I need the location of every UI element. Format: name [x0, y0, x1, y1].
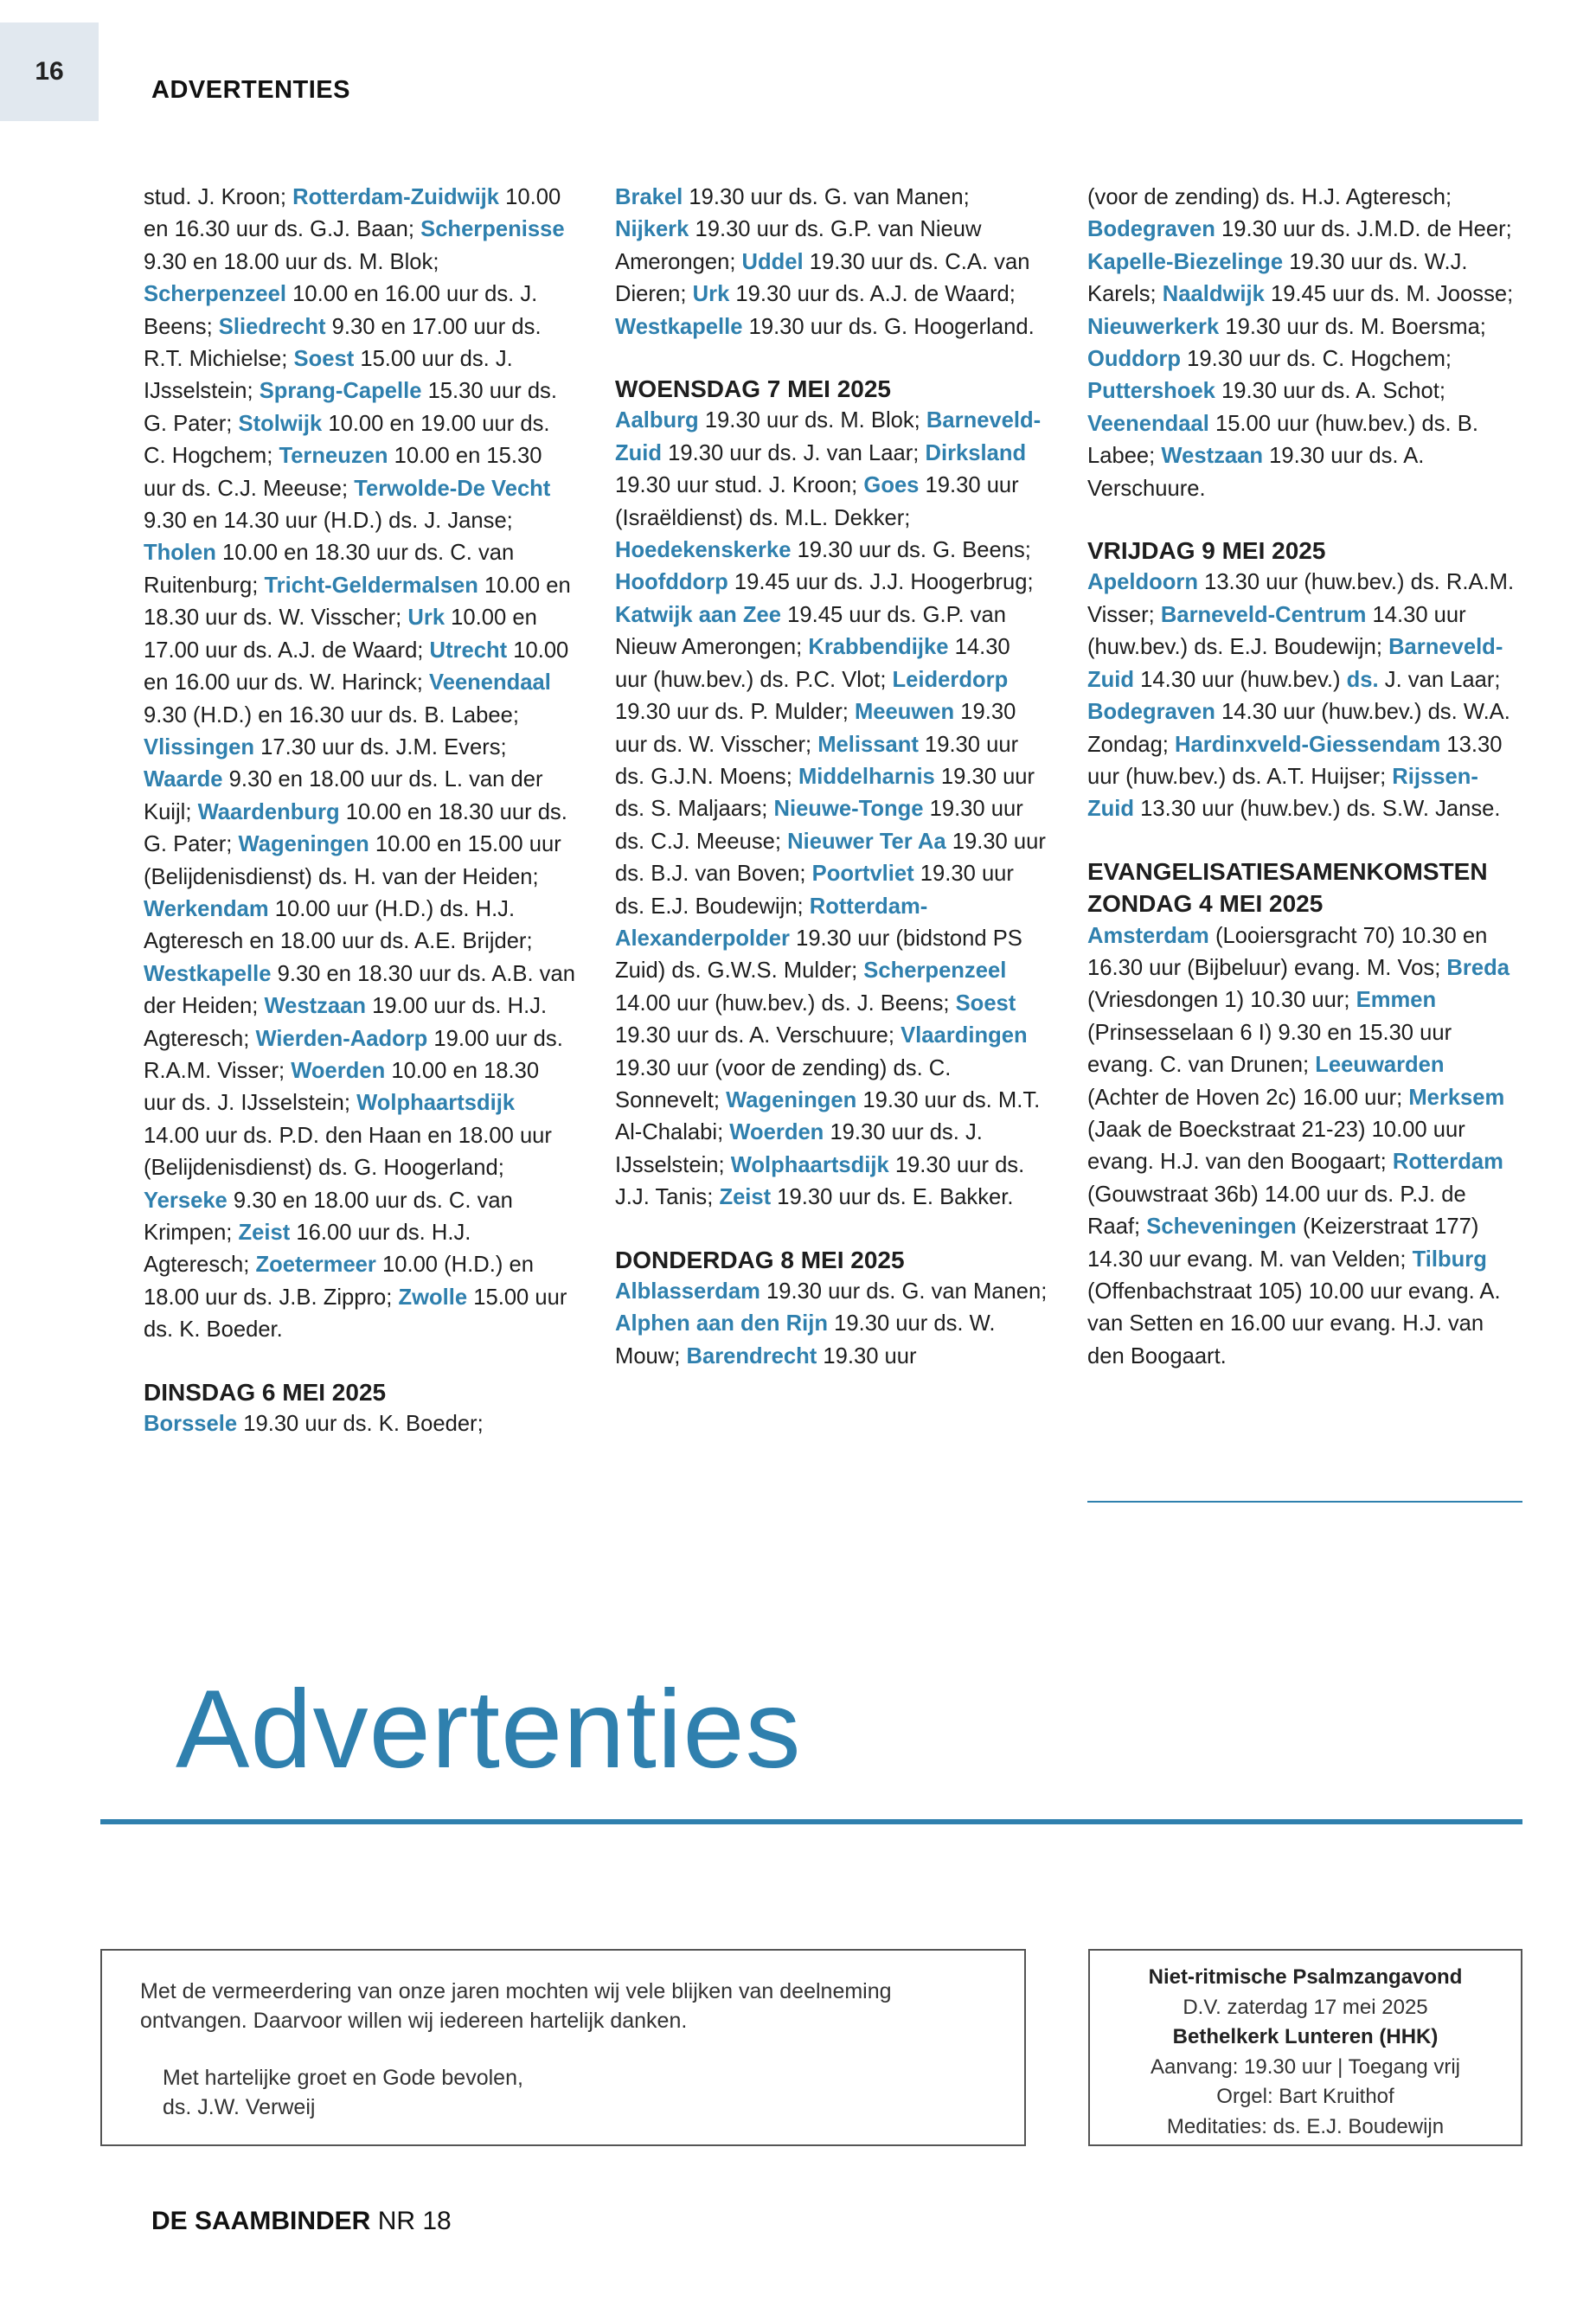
location-name: Katwijk aan Zee — [615, 602, 782, 627]
service-details: 10.00 uur (H.D.) ds. H.J. Agteresch en 18.00 uur ds. A.E. Brijder; — [144, 896, 533, 954]
day-heading: ZONDAG 4 MEI 2025 — [1087, 890, 1324, 918]
location-name: Veenendaal — [1087, 411, 1209, 436]
location-name: Goes — [863, 473, 920, 498]
service-details: 19.30 uur ds. J. van Laar; — [662, 440, 926, 465]
ad-date: D.V. zaterdag 17 mei 2025 — [1183, 1995, 1428, 2019]
service-details: 10.00 (H.D.) en 18.00 uur ds. J.B. Zippro; — [144, 1253, 534, 1310]
service-listing — [144, 182, 576, 1347]
service-details: 19.30 uur stud. J. Kroon; — [615, 473, 864, 498]
location-name: Soest — [955, 990, 1016, 1016]
location-name: Wolphaartsdijk — [730, 1152, 889, 1177]
service-details: 10.00 en 18.30 uur ds. G. Pater; — [144, 799, 567, 857]
service-details: 19.30 uur ds. G. van Manen; — [760, 1279, 1048, 1304]
location-name: Scheveningen — [1146, 1215, 1297, 1240]
service-details: 19.30 uur ds. C.J. Meeuse; — [615, 797, 1023, 854]
service-details: 15.00 uur ds. K. Boeder. — [144, 1285, 567, 1343]
location-name: Aalburg — [615, 408, 699, 433]
service-details: 19.30 uur ds. G.P. van Nieuw Amerongen; — [615, 217, 982, 274]
service-details: stud. J. Kroon; — [144, 185, 293, 209]
service-details: 19.30 uur ds. B.J. van Boven; — [615, 829, 1046, 887]
service-details: 19.30 uur ds. A.J. de Waard; — [729, 282, 1016, 307]
service-details: 10.00 en 17.00 uur ds. A.J. de Waard; — [144, 606, 537, 663]
service-details: 10.00 en 18.30 uur ds. C. van Ruitenburg; — [144, 541, 515, 598]
service-details: (Prinsesselaan 6 I) 9.30 en 15.30 uur evang. C. van Drunen; — [1087, 1020, 1452, 1078]
service-details: 9.30 en 17.00 uur ds. R.T. Michielse; — [144, 314, 542, 372]
ad-text-line: Met de vermeerdering van onze jaren mochten wij vele blijken van deelneming — [140, 1979, 892, 2003]
location-name: Wierden-Aadorp — [255, 1026, 428, 1051]
location-name: Barendrecht — [686, 1343, 817, 1368]
service-details: 19.30 uur ds. A. Verschuure; — [615, 1023, 901, 1048]
service-details: 13.30 uur (huw.bev.) ds. R.A.M. Visser; — [1087, 570, 1515, 627]
service-details: 19.30 uur ds. J. IJsselstein; — [615, 1120, 983, 1177]
service-listing — [615, 182, 1048, 343]
service-details: 9.30 (H.D.) en 16.30 uur ds. B. Labee; — [144, 702, 519, 727]
location-name: Bodegraven — [1087, 217, 1215, 242]
location-name: Tholen — [144, 541, 216, 566]
location-name: Middelharnis — [798, 764, 935, 789]
location-name: Uddel — [741, 249, 804, 274]
service-details: 10.00 en 16.00 uur ds. J. Beens; — [144, 282, 538, 339]
service-details: 14.00 uur (huw.bev.) ds. J. Beens; — [615, 990, 956, 1016]
service-details: 19.30 uur ds. G. Hoogerland. — [742, 314, 1035, 339]
day-heading: DONDERDAG 8 MEI 2025 — [615, 1246, 905, 1273]
service-details: 10.00 en 15.00 uur (Belijdenisdienst) ds. H. van der Heiden; — [144, 832, 561, 889]
service-details: 13.30 uur (huw.bev.) ds. S.W. Janse. — [1134, 797, 1501, 822]
location-name: ds. — [1346, 667, 1379, 692]
ad-text-line: ontvangen. Daarvoor willen wij iedereen hartelijk danken. — [140, 2009, 688, 2033]
location-name: Yerseke — [144, 1188, 228, 1213]
location-name: Utrecht — [429, 638, 508, 663]
location-name: Vlissingen — [144, 734, 255, 760]
service-details: (Keizerstraat 177) 14.30 uur evang. M. van Velden; — [1087, 1215, 1479, 1272]
page-number-tab — [0, 22, 99, 121]
location-name: Vlaardingen — [901, 1023, 1028, 1048]
location-name: Ouddorp — [1087, 347, 1182, 372]
day-heading: WOENSDAG 7 MEI 2025 — [615, 375, 891, 403]
service-details: 16.00 uur ds. H.J. Agteresch; — [144, 1221, 471, 1278]
ad-closing: Met hartelijke groet en Gode bevolen, — [163, 2066, 523, 2090]
location-name: Rijssen-Zuid — [1087, 764, 1478, 822]
service-details: 19.30 uur ds. A. Verschuure. — [1087, 444, 1425, 501]
location-name: Werkendam — [144, 896, 269, 921]
ad-signature: ds. J.W. Verweij — [163, 2095, 316, 2119]
location-name: Barneveld-Zuid — [615, 408, 1042, 465]
service-details: 9.30 en 18.30 uur ds. A.B. van der Heiden; — [144, 961, 575, 1019]
location-name: Hoedekenskerke — [615, 538, 792, 563]
location-name: Poortvliet — [811, 862, 914, 887]
location-name: Emmen — [1356, 988, 1437, 1013]
service-listing — [615, 405, 1048, 1214]
location-name: Bodegraven — [1087, 700, 1215, 725]
service-details: 19.30 uur ds. W. Visscher; — [615, 700, 1016, 757]
location-name: Melissant — [817, 732, 919, 757]
service-details: 13.30 uur (huw.bev.) ds. A.T. Huijser; — [1087, 732, 1503, 789]
location-name: Hoofddorp — [615, 570, 728, 595]
service-details: 9.30 en 14.30 uur (H.D.) ds. J. Janse; — [144, 509, 513, 534]
service-details: (Offenbachstraat 105) 10.00 uur evang. A. van Setten en 16.00 uur evang. H.J. van den Boogaart. — [1087, 1279, 1501, 1368]
location-name: Merksem — [1408, 1085, 1505, 1110]
service-details: 14.30 uur (huw.bev.) ds. P.C. Vlot; — [615, 635, 1010, 692]
location-name: Nijkerk — [615, 217, 689, 242]
ad-title: Niet-ritmische Psalmzangavond — [1148, 1965, 1463, 1989]
location-name: Alblasserdam — [615, 1279, 760, 1304]
location-name: Tricht-Geldermalsen — [264, 573, 478, 598]
service-details: 19.45 uur ds. J.J. Hoogerbrug; — [727, 570, 1034, 595]
section-heading: ADVERTENTIES — [151, 76, 350, 104]
service-details: 19.30 uur ds. W. Mouw; — [615, 1311, 996, 1368]
location-name: Zwolle — [398, 1285, 468, 1310]
location-name: Soest — [293, 347, 355, 372]
location-name: Krabbendijke — [808, 635, 949, 660]
location-name: Waarde — [144, 767, 223, 792]
service-details: 15.00 uur ds. J. IJsselstein; — [144, 347, 513, 404]
service-details: 19.30 uur ds. E.J. Boudewijn; — [615, 862, 1014, 919]
service-details: (Looiersgracht 70) 10.30 en 16.30 uur (Bijbeluur) evang. M. Vos; — [1087, 923, 1488, 980]
location-name: Borssele — [144, 1412, 238, 1437]
location-name: Stolwijk — [238, 411, 323, 436]
service-listing — [615, 1276, 1048, 1373]
service-details: 19.00 uur ds. H.J. Agteresch; — [144, 994, 548, 1051]
title-divider — [100, 1819, 1522, 1824]
column-3 — [1087, 182, 1520, 1373]
location-name: Westzaan — [264, 994, 367, 1019]
service-details: 19.30 uur (bidstond PS Zuid) ds. G.W.S. Mulder; — [615, 926, 1022, 984]
ad-organ: Orgel: Bart Kruithof — [1216, 2085, 1394, 2108]
location-name: Westkapelle — [615, 314, 743, 339]
service-details: 19.00 uur ds. R.A.M. Visser; — [144, 1026, 563, 1083]
location-name: Terneuzen — [279, 444, 388, 469]
location-name: Rotterdam-Alexanderpolder — [615, 894, 928, 951]
psalm-evening-advertisement — [1088, 1949, 1522, 2146]
location-name: Dirksland — [925, 440, 1027, 465]
location-name: Waardenburg — [197, 799, 340, 824]
location-name: Sliedrecht — [218, 314, 326, 339]
service-details: 19.30 uur ds. C. Hogchem; — [1181, 347, 1452, 372]
location-name: Urk — [407, 606, 445, 631]
location-name: Barneveld-Centrum — [1160, 602, 1367, 627]
location-name: Alphen aan den Rijn — [615, 1311, 829, 1336]
service-details: 19.30 uur ds. M.T. Al-Chalabi; — [615, 1087, 1041, 1145]
service-details: (Jaak de Boeckstraat 21-23) 10.00 uur evang. H.J. van den Boogaart; — [1087, 1117, 1465, 1175]
service-details: 9.30 en 18.00 uur ds. C. van Krimpen; — [144, 1188, 513, 1245]
location-name: Rotterdam — [1392, 1150, 1503, 1175]
service-details: 19.30 uur ds. G.J.N. Moens; — [615, 732, 1019, 789]
location-name: Urk — [692, 282, 730, 307]
service-details: 9.30 en 18.00 uur ds. L. van der Kuijl; — [144, 767, 543, 824]
footer — [151, 2207, 452, 2236]
service-details: 19.30 uur — [817, 1343, 917, 1368]
location-name: Woerden — [729, 1120, 824, 1145]
location-name: Veenendaal — [429, 670, 551, 695]
location-name: Amsterdam — [1087, 923, 1209, 948]
service-details: 10.00 en 16.30 uur ds. G.J. Baan; — [144, 185, 561, 242]
service-details: 14.30 uur (huw.bev.) — [1134, 667, 1347, 692]
day-heading: DINSDAG 6 MEI 2025 — [144, 1378, 387, 1406]
ad-time: Aanvang: 19.30 uur | Toegang vrij — [1150, 2054, 1461, 2079]
location-name: Wageningen — [238, 832, 369, 857]
location-name: Nieuwerkerk — [1087, 314, 1220, 339]
issue-number: NR 18 — [370, 2207, 452, 2235]
location-name: Westkapelle — [144, 961, 272, 986]
location-name: Hardinxveld-Giessendam — [1175, 732, 1441, 757]
ad-venue: Bethelkerk Lunteren (HHK) — [1172, 2025, 1439, 2048]
thank-you-advertisement — [100, 1949, 1026, 2146]
service-details: 10.00 en 19.00 uur ds. C. Hogchem; — [144, 411, 550, 469]
location-name: Terwolde-De Vecht — [354, 476, 551, 501]
service-details: 10.00 en 18.30 uur ds. W. Visscher; — [144, 573, 571, 631]
location-name: Nieuwer Ter Aa — [787, 829, 946, 854]
day-heading: VRIJDAG 9 MEI 2025 — [1087, 537, 1326, 565]
evangelisation-listing — [1087, 920, 1520, 1374]
service-details: 19.30 uur ds. A. Schot; — [1215, 379, 1445, 404]
service-details: 14.00 uur ds. P.D. den Haan en 18.00 uur (Belijdenisdienst) ds. G. Hoogerland; — [144, 1123, 552, 1181]
service-details: 19.30 uur ds. G. Beens; — [791, 538, 1031, 563]
service-details: 17.30 uur ds. J.M. Evers; — [254, 734, 507, 760]
service-details: 19.30 uur (Israëldienst) ds. M.L. Dekker; — [615, 473, 1019, 530]
service-details: 19.30 uur ds. M. Boersma; — [1219, 314, 1486, 339]
service-details: 19.30 uur ds. G. van Manen; — [683, 185, 970, 209]
service-details: 10.00 en 18.30 uur ds. J. IJsselstein; — [144, 1058, 540, 1116]
service-listing — [144, 1408, 576, 1440]
service-details: 19.30 uur ds. P. Mulder; — [615, 700, 855, 725]
service-details: 19.30 uur ds. M. Blok; — [698, 408, 926, 433]
location-name: Wolphaartsdijk — [356, 1091, 516, 1116]
location-name: Puttershoek — [1087, 379, 1215, 404]
service-details: (Achter de Hoven 2c) 16.00 uur; — [1087, 1085, 1409, 1110]
location-name: Zeist — [719, 1185, 772, 1210]
location-name: Apeldoorn — [1087, 570, 1198, 595]
service-details: 14.30 uur (huw.bev.) ds. W.A. Zondag; — [1087, 700, 1510, 757]
service-details: 19.30 uur ds. C.A. van Dieren; — [615, 249, 1030, 307]
location-name: Zoetermeer — [255, 1253, 376, 1278]
location-name: Woerden — [291, 1058, 386, 1083]
location-name: Meeuwen — [854, 700, 955, 725]
service-details: 19.30 uur ds. S. Maljaars; — [615, 764, 1035, 822]
service-details: (Gouwstraat 36b) 14.00 uur ds. P.J. de Raaf; — [1087, 1182, 1466, 1240]
service-details: 19.45 uur ds. M. Joosse; — [1264, 282, 1514, 307]
page-number: 16 — [35, 57, 64, 86]
location-name: Nieuwe-Tonge — [773, 797, 924, 822]
service-details: 15.30 uur ds. G. Pater; — [144, 379, 557, 436]
service-details: (voor de zending) ds. H.J. Agteresch; — [1087, 185, 1452, 209]
service-details: 10.00 en 16.00 uur ds. W. Harinck; — [144, 638, 569, 695]
location-name: Leiderdorp — [892, 667, 1009, 692]
column-1 — [144, 182, 576, 1440]
location-name: Wageningen — [726, 1087, 857, 1112]
service-details: 15.00 uur (huw.bev.) ds. B. Labee; — [1087, 411, 1478, 469]
service-details: 19.30 uur ds. K. Boeder; — [237, 1412, 484, 1437]
service-details: 19.30 uur ds. J.M.D. de Heer; — [1215, 217, 1512, 242]
location-name: Kapelle-Biezelinge — [1087, 249, 1284, 274]
advertenties-title: Advertenties — [176, 1668, 802, 1791]
service-details: 19.30 uur ds. W.J. Karels; — [1087, 249, 1468, 307]
location-name: Zeist — [238, 1221, 291, 1245]
location-name: Brakel — [615, 185, 683, 209]
service-details: 19.45 uur ds. G.P. van Nieuw Amerongen; — [615, 602, 1006, 660]
service-details: (Vriesdongen 1) 10.30 uur; — [1087, 988, 1356, 1013]
service-details: 19.30 uur ds. J.J. Tanis; — [615, 1152, 1025, 1210]
location-name: Sprang-Capelle — [259, 379, 422, 404]
publication-name: DE SAAMBINDER — [151, 2207, 371, 2235]
section-subheading: EVANGELISATIESAMENKOMSTEN — [1087, 857, 1488, 885]
column-2 — [615, 182, 1048, 1373]
service-listing — [1087, 182, 1520, 505]
ad-meditations: Meditaties: ds. E.J. Boudewijn — [1166, 2114, 1445, 2138]
location-name: Scherpenzeel — [863, 958, 1007, 984]
service-details: 19.30 uur (voor de zending) ds. C. Sonnevelt; — [615, 1055, 952, 1112]
service-details: 9.30 en 18.00 uur ds. M. Blok; — [144, 249, 439, 274]
location-name: Naaldwijk — [1162, 282, 1265, 307]
location-name: Scherpenzeel — [144, 282, 287, 307]
location-name: Tilburg — [1412, 1247, 1487, 1272]
location-name: Leeuwarden — [1315, 1053, 1445, 1078]
service-listing — [1087, 567, 1520, 825]
location-name: Scherpenisse — [420, 217, 565, 242]
location-name: Barneveld-Zuid — [1087, 635, 1503, 692]
location-name: Rotterdam-Zuidwijk — [292, 185, 500, 209]
service-details: 19.30 uur ds. E. Bakker. — [771, 1185, 1014, 1210]
location-name: Breda — [1446, 955, 1509, 980]
column-end-divider — [1087, 1501, 1522, 1503]
service-details: J. van Laar; — [1378, 667, 1501, 692]
location-name: Westzaan — [1161, 444, 1263, 469]
service-details: 14.30 uur (huw.bev.) ds. E.J. Boudewijn; — [1087, 602, 1466, 660]
service-details: 10.00 en 15.30 uur ds. C.J. Meeuse; — [144, 444, 542, 501]
